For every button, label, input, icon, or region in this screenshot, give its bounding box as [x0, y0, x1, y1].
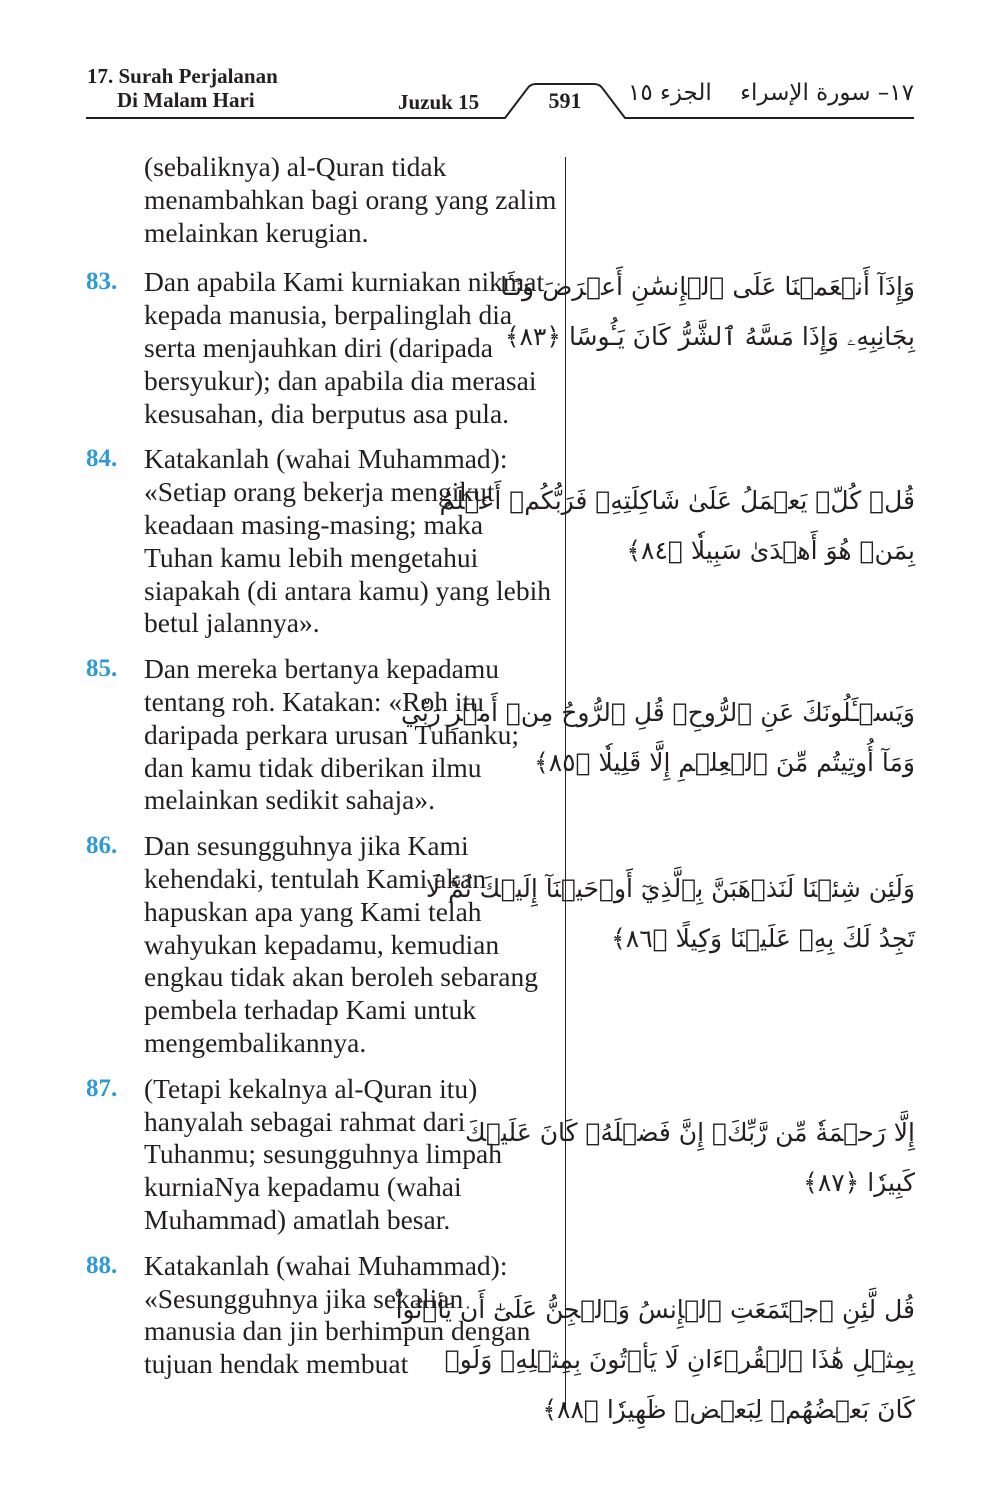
verse-translation: Katakanlah (wahai Muhammad): «Setiap orang bekerja mengikut keadaan masing-masing; maka Tuhan kamu lebih mengetahui siapakah (di antara kamu) yang lebih betul jalannya».	[144, 443, 551, 639]
verse-number: 88.	[86, 1251, 118, 1279]
arabic-line: وَإِذَآ أَنۡعَمۡنَا عَلَى ٱلۡإِنسَٰنِ أَعۡرَضَ وَنَـَٔا	[500, 272, 915, 301]
arabic-line: تَجِدُ لَكَ بِهِۦ عَلَيۡنَا وَكِيلًا ﴿٨٦﴾	[611, 924, 915, 953]
surah-title-line1: 17. Surah Perjalanan	[87, 64, 278, 88]
surah-title-line2: Di Malam Hari	[117, 88, 255, 112]
page-number: 591	[548, 88, 582, 113]
verse-translation: Dan apabila Kami kurniakan nikmat kepada manusia, berpalinglah dia serta menjauhkan diri (daripada bersyukur); dan apabila dia merasai kesusahan, dia berputus asa pula.	[144, 266, 545, 429]
arabic-verse-85	[400, 688, 915, 788]
arabic-verse-86	[425, 864, 915, 964]
verse-number: 85.	[86, 655, 118, 683]
verse-number: 87.	[86, 1074, 118, 1102]
arabic-verse-88	[395, 1285, 915, 1435]
juz-label-arabic: الجزء ١٥	[628, 80, 712, 106]
arabic-line: بِجَانِبِهِۦ وَإِذَا مَسَّهُ ٱلشَّرُّ كَانَ يَـُٔوسًا ﴿٨٣﴾	[504, 322, 915, 351]
arabic-line: كَانَ بَعۡضُهُمۡ لِبَعۡضٖ ظَهِيرٗا ﴿٨٨﴾	[542, 1395, 915, 1424]
verse-84	[86, 443, 558, 640]
verse-translation: Dan mereka bertanya kepadamu tentang roh. Katakan: «Roh itu daripada perkara urusan Tuhanku; dan kamu tidak diberikan ilmu melainkan sedikit sahaja».	[144, 653, 519, 816]
verse-translation: (Tetapi kekalnya al-Quran itu) hanyalah sebagai rahmat dari Tuhanmu; sesungguhnya limpah kurniaNya kepadamu (wahai Muhammad) amatlah besar.	[144, 1072, 503, 1235]
arabic-verse-84	[439, 476, 915, 576]
surah-title-arabic: ١٧– سورة الإسراء	[740, 80, 914, 106]
verse-continuation	[86, 151, 558, 249]
arabic-line: وَمَآ أُوتِيتُم مِّنَ ٱلۡعِلۡمِ إِلَّا قَلِيلٗا ﴿٨٥﴾	[534, 748, 915, 777]
verse-number: 83.	[86, 268, 118, 296]
verse-translation: Katakanlah (wahai Muhammad): «Sesungguhnya jika sekalian manusia dan jin berhimpun dengan tujuan hendak membuat	[144, 1249, 531, 1380]
verse-number: 86.	[86, 832, 118, 860]
arabic-verse-87	[464, 1108, 915, 1208]
arabic-line: قُلۡ كُلّٞ يَعۡمَلُ عَلَىٰ شَاكِلَتِهِۦ فَرَبُّكُمۡ أَعۡلَمُ	[439, 486, 915, 515]
arabic-verse-83	[500, 262, 915, 362]
verse-number: 84.	[86, 445, 118, 473]
arabic-line: إِلَّا رَحۡمَةٗ مِّن رَّبِّكَۚ إِنَّ فَضۡلَهُۥ كَانَ عَلَيۡكَ	[464, 1118, 915, 1147]
verse-translation: (sebaliknya) al-Quran tidak menambahkan bagi orang yang zalim melainkan kerugian.	[144, 151, 557, 248]
arabic-line: قُل لَّئِنِ ٱجۡتَمَعَتِ ٱلۡإِنسُ وَٱلۡجِنُّ عَلَىٰٓ أَن يَأۡتُواْ	[395, 1295, 915, 1324]
arabic-line: بِمِثۡلِ هَٰذَا ٱلۡقُرۡءَانِ لَا يَأۡتُونَ بِمِثۡلِهِۦ وَلَوۡ	[444, 1345, 915, 1374]
arabic-line: وَلَئِن شِئۡنَا لَنَذۡهَبَنَّ بِٱلَّذِيٓ أَوۡحَيۡنَآ إِلَيۡكَ ثُمَّ لَا	[425, 874, 915, 903]
arabic-line: كَبِيرٗا ﴿٨٧﴾	[803, 1168, 915, 1197]
surah-title-malay	[87, 64, 278, 112]
verse-83	[86, 266, 558, 430]
arabic-line: بِمَنۡ هُوَ أَهۡدَىٰ سَبِيلٗا ﴿٨٤﴾	[626, 536, 915, 565]
arabic-line: وَيَسۡـَٔلُونَكَ عَنِ ٱلرُّوحِۖ قُلِ ٱلرُّوحُ مِنۡ أَمۡرِ رَبِّي	[400, 698, 915, 727]
translation-column	[86, 151, 558, 1394]
verse-translation: Dan sesungguhnya jika Kami kehendaki, tentulah Kami akan hapuskan apa yang Kami telah wahyukan kepadamu, kemudian engkau tidak akan beroleh sebarang pembela terhadap Kami untuk mengembalikannya.	[144, 830, 538, 1058]
juzuk-label: Juzuk 15	[398, 90, 480, 114]
